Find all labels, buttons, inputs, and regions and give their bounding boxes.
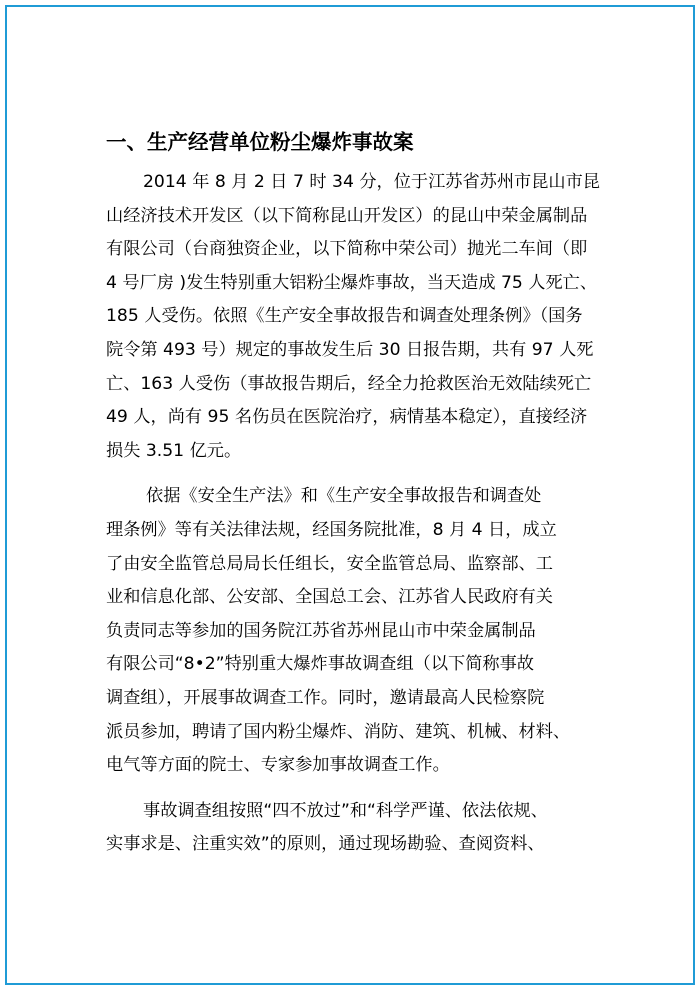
- text-line: 有限公司（台商独资企业，以下简称中荣公司）抛光二车间（即: [106, 239, 588, 260]
- text-line: 负责同志等参加的国务院江苏省苏州昆山市中荣金属制品: [106, 620, 536, 641]
- text-line: 了由安全监管总局局长任组长，安全监管总局、监察部、工: [106, 553, 553, 574]
- text-line: 调查组），开展事故调查工作。同时，邀请最高人民检察院: [106, 687, 545, 708]
- text-line: 院令第 493 号）规定的事故发生后 30 日报告期，共有 97 人死: [106, 339, 594, 360]
- text-line: 亡、163 人受伤（事故报告期后，经全力抢救医治无效陆续死亡: [106, 373, 592, 394]
- text-line: 2014 年 8 月 2 日 7 时 34 分，位于江苏省苏州市昆山市昆: [143, 172, 600, 192]
- text-line: 185 人受伤。依照《生产安全事故报告和调查处理条例》（国务: [106, 306, 583, 327]
- document-body: [106, 128, 606, 874]
- text-line: 4 号厂房 )发生特别重大铝粉尘爆炸事故，当天造成 75 人死亡、: [106, 272, 598, 293]
- text-line: 实事求是、注重实效”的原则，通过现场勘验、查阅资料、: [106, 834, 545, 855]
- paragraph-accident-summary: [106, 166, 606, 468]
- text-line: 派员参加，聘请了国内粉尘爆炸、消防、建筑、机械、材料、: [106, 721, 571, 742]
- text-line: 损失 3.51 亿元。: [106, 440, 242, 461]
- text-line: 业和信息化部、公安部、全国总工会、江苏省人民政府有关: [106, 587, 553, 608]
- text-line: 49 人，尚有 95 名伤员在医院治疗，病情基本稳定），直接经济: [106, 407, 588, 428]
- text-line: 电气等方面的院士、专家参加事故调查工作。: [106, 755, 450, 776]
- text-line: 依据《安全生产法》和《生产安全事故报告和调查处: [146, 486, 542, 507]
- text-line: 理条例》等有关法律法规，经国务院批准，8 月 4 日，成立: [106, 519, 557, 540]
- text-line: 山经济技术开发区（以下简称昆山开发区）的昆山中荣金属制品: [106, 205, 588, 226]
- paragraph-investigation-team: [106, 480, 606, 782]
- text-line: 有限公司“8•2”特别重大爆炸事故调查组（以下简称事故: [106, 654, 534, 675]
- section-heading: 一、生产经营单位粉尘爆炸事故案: [106, 130, 414, 154]
- text-line: 事故调查组按照“四不放过”和“科学严谨、依法依规、: [143, 800, 548, 821]
- paragraph-investigation-principles: [106, 795, 606, 862]
